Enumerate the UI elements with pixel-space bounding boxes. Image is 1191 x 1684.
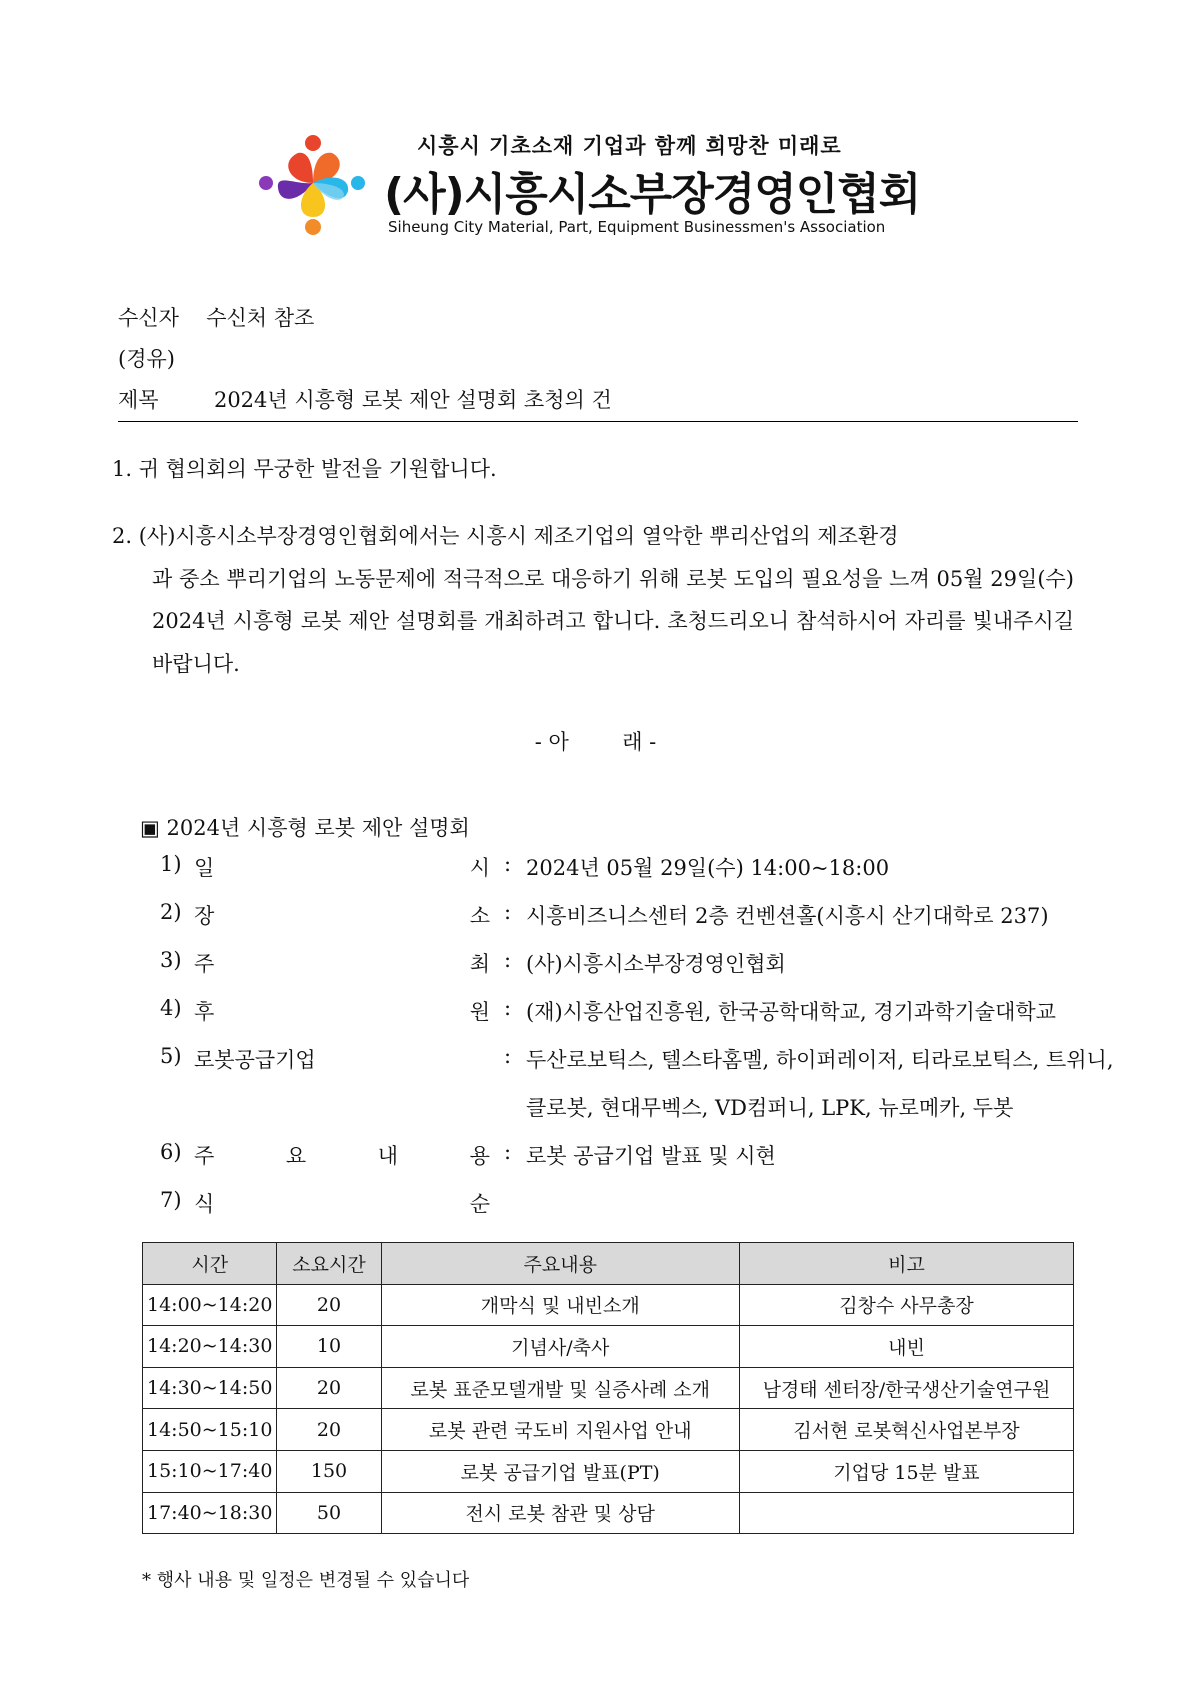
ah-rae-heading: - 아 래 - <box>534 730 657 754</box>
paragraph-1: 1. 귀 협의회의 무궁한 발전을 기원합니다. <box>112 457 497 481</box>
table-cell: 기업당 15분 발표 <box>739 1450 1073 1492</box>
event-item-colon: : <box>504 1140 512 1164</box>
table-row <box>143 1326 1074 1368</box>
table-cell: 14:20~14:30 <box>143 1326 277 1368</box>
table-cell: 로봇 관련 국도비 지원사업 안내 <box>381 1409 739 1451</box>
org-name: (사)시흥시소부장경영인협회 <box>384 169 921 220</box>
table-cell: 50 <box>277 1492 381 1534</box>
schedule-table <box>142 1242 1074 1534</box>
table-cell: 14:00~14:20 <box>143 1284 277 1326</box>
table-header-cell: 주요내용 <box>381 1243 739 1285</box>
table-header-cell: 비고 <box>739 1243 1073 1285</box>
event-item-label <box>194 996 490 1026</box>
event-item-label <box>194 1044 490 1074</box>
event-item-label <box>194 1188 490 1218</box>
event-item-label-part: 주 <box>194 1144 215 1168</box>
event-item-label-part: 최 <box>469 952 490 976</box>
table-cell: 14:50~15:10 <box>143 1409 277 1451</box>
event-item-label-part: 일 <box>194 856 215 880</box>
table-cell: 로봇 표준모델개발 및 실증사례 소개 <box>381 1367 739 1409</box>
via-label: (경유) <box>118 347 175 371</box>
table-cell <box>739 1492 1073 1534</box>
event-item-label-part: 시 <box>469 856 490 880</box>
recipient-row <box>118 302 314 332</box>
event-item-label-part: 후 <box>194 1000 215 1024</box>
table-row <box>143 1409 1074 1451</box>
table-header-cell: 소요시간 <box>277 1243 381 1285</box>
subject-value: 2024년 시흥형 로봇 제안 설명회 초청의 건 <box>213 388 612 412</box>
event-item-value: 두산로보틱스, 텔스타홈멜, 하이퍼레이저, 티라로보틱스, 트위니, <box>526 1048 1114 1072</box>
event-item-label-part: 요 <box>285 1144 307 1168</box>
event-item-label-part: 주 <box>194 952 215 976</box>
table-cell: 20 <box>277 1367 381 1409</box>
table-cell: 남경태 센터장/한국생산기술연구원 <box>739 1367 1073 1409</box>
association-logo <box>258 133 368 237</box>
event-item-number: 1) <box>160 852 182 876</box>
schedule-body <box>143 1284 1074 1534</box>
subject-row <box>118 384 612 414</box>
event-item-label-part: 소 <box>469 904 490 928</box>
event-item-label <box>194 948 490 978</box>
table-cell: 17:40~18:30 <box>143 1492 277 1534</box>
subject-divider <box>118 421 1078 422</box>
event-item-label-part: 장 <box>194 904 215 928</box>
table-row <box>143 1492 1074 1534</box>
table-cell: 기념사/축사 <box>381 1326 739 1368</box>
table-header-cell: 시간 <box>143 1243 277 1285</box>
event-item-label-part: 식 <box>194 1192 215 1216</box>
org-name-english: Siheung City Material, Part, Equipment Businessmen's Association <box>388 218 886 236</box>
event-heading: ▣ 2024년 시흥형 로봇 제안 설명회 <box>140 816 470 840</box>
table-cell: 전시 로봇 참관 및 상담 <box>381 1492 739 1534</box>
event-item-label-part: 원 <box>469 1000 490 1024</box>
table-cell: 15:10~17:40 <box>143 1450 277 1492</box>
paragraph-2-first-line: 2. (사)시흥시소부장경영인협회에서는 시흥시 제조기업의 열악한 뿌리산업의 제조환경 <box>112 524 899 548</box>
schedule-note: * 행사 내용 및 일정은 변경될 수 있습니다 <box>142 1570 470 1591</box>
event-item-label <box>194 900 490 930</box>
logo-petal-top-left <box>288 153 313 183</box>
event-item-colon: : <box>504 900 512 924</box>
event-item-value: 2024년 05월 29일(수) 14:00~18:00 <box>526 856 890 880</box>
table-cell: 로봇 공급기업 발표(PT) <box>381 1450 739 1492</box>
event-item-label-part: 용 <box>469 1144 490 1168</box>
event-item-number: 5) <box>160 1044 182 1068</box>
table-cell: 150 <box>277 1450 381 1492</box>
event-item-colon: : <box>504 1044 512 1068</box>
table-cell: 내빈 <box>739 1326 1073 1368</box>
paragraph-2-rest: 과 중소 뿌리기업의 노동문제에 적극적으로 대응하기 위해 로봇 도입의 필요성을 느껴 05월 29일(수) 2024년 시흥형 로봇 제안 설명회를 개최하려고 합니다. 초청드리오니 참석하시어 자리를 빛내주시길 바랍니다. <box>152 566 1074 676</box>
table-cell: 김서현 로봇혁신사업본부장 <box>739 1409 1073 1451</box>
table-row <box>143 1367 1074 1409</box>
event-item-value: 시흥비즈니스센터 2층 컨벤션홀(시흥시 산기대학로 237) <box>526 904 1049 928</box>
event-item-number: 4) <box>160 996 182 1020</box>
event-item-colon: : <box>504 996 512 1020</box>
table-cell: 10 <box>277 1326 381 1368</box>
logo-dot-bottom <box>305 219 321 235</box>
event-item-number: 7) <box>160 1188 182 1212</box>
recipient-label: 수신자 <box>118 306 179 330</box>
event-item-value: (재)시흥산업진흥원, 한국공학대학교, 경기과학기술대학교 <box>526 1000 1056 1024</box>
event-item-number: 6) <box>160 1140 182 1164</box>
event-item-label-part: 순 <box>469 1192 490 1216</box>
table-row <box>143 1450 1074 1492</box>
subject-label: 제목 <box>118 388 159 412</box>
table-header-row <box>143 1243 1074 1285</box>
event-item-number: 3) <box>160 948 182 972</box>
event-item-colon: : <box>504 852 512 876</box>
event-item-label-part: 로봇공급기업 <box>194 1048 316 1072</box>
event-item-value: (사)시흥시소부장경영인협회 <box>526 952 786 976</box>
table-cell: 개막식 및 내빈소개 <box>381 1284 739 1326</box>
schedule-header-row <box>143 1243 1074 1285</box>
logo-dot-left <box>259 176 273 190</box>
table-cell: 20 <box>277 1409 381 1451</box>
logo-dot-top <box>305 135 321 151</box>
paragraph-2 <box>112 515 1074 685</box>
table-cell: 김창수 사무총장 <box>739 1284 1073 1326</box>
table-cell: 20 <box>277 1284 381 1326</box>
event-item-colon: : <box>504 948 512 972</box>
event-item-value-line-2: 클로봇, 현대무벡스, VD컴퍼니, LPK, 뉴로메카, 두봇 <box>526 1096 1014 1120</box>
slogan: 시흥시 기초소재 기업과 함께 희망찬 미래로 <box>417 134 842 158</box>
event-item-number: 2) <box>160 900 182 924</box>
table-cell: 14:30~14:50 <box>143 1367 277 1409</box>
event-item-label <box>194 1140 490 1170</box>
event-item-label-part: 내 <box>377 1144 399 1168</box>
event-item-value: 로봇 공급기업 발표 및 시현 <box>526 1144 776 1168</box>
table-row <box>143 1284 1074 1326</box>
logo-dot-right <box>351 176 365 190</box>
event-item-label <box>194 852 490 882</box>
recipient-value: 수신처 참조 <box>206 306 315 330</box>
